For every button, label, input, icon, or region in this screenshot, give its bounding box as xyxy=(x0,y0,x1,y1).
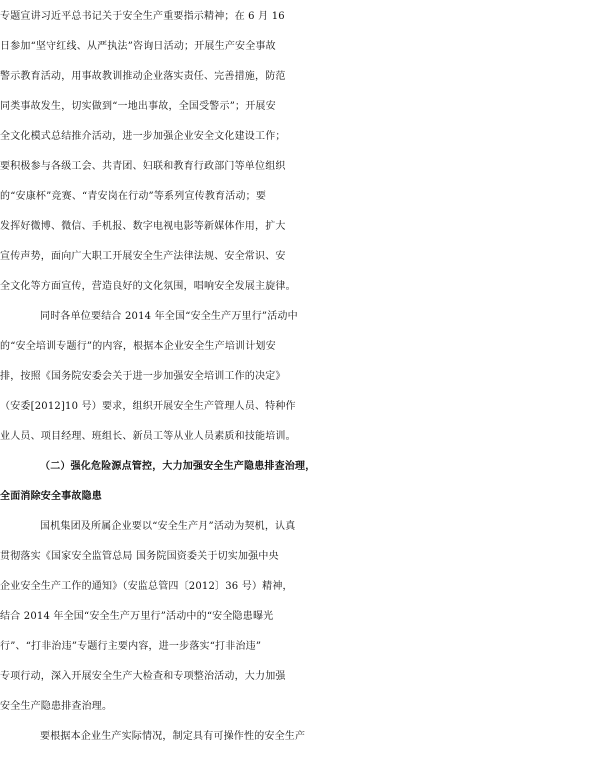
paragraph-1-line-4: 同类事故发生，切实做到“一地出事故，全国受警示”；开展安 xyxy=(0,101,276,112)
paragraph-1-line-6: 要积极参与各级工会、共青团、妇联和教育行政部门等单位组织 xyxy=(0,161,286,172)
paragraph-3-line-3: 企业安全生产工作的通知》（安监总管四〔2012〕36 号）精神， xyxy=(0,581,293,592)
paragraph-3-line-2: 贯彻落实《国家安全监管总局 国务院国资委关于切实加强中央 xyxy=(0,551,279,562)
paragraph-3-line-4: 结合 2014 年全国“安全生产万里行”活动中的“安全隐患曝光 xyxy=(0,611,274,622)
paragraph-1-line-2: 日参加“坚守红线、从严执法”咨询日活动；开展生产安全事故 xyxy=(0,41,276,52)
paragraph-2-line-5: 业人员、项目经理、班组长、新员工等从业人员素质和技能培训。 xyxy=(0,431,296,442)
paragraph-1-line-9: 宣传声势，面向广大职工开展安全生产法律法规、安全常识、安 xyxy=(0,251,286,262)
paragraph-1-line-1: 专题宣讲习近平总书记关于安全生产重要指示精神；在 6 月 16 xyxy=(0,11,285,22)
paragraph-4-line-1: 要根据本企业生产实际情况，制定具有可操作性的安全生产 xyxy=(40,731,306,742)
paragraph-2-line-3: 排，按照《国务院安委会关于进一步加强安全培训工作的决定》 xyxy=(0,371,286,382)
section-heading-line-2: 全面消除安全事故隐患 xyxy=(0,491,102,502)
paragraph-2-line-2: 的“安全培训专题行”的内容，根据本企业安全生产培训计划安 xyxy=(0,341,276,352)
paragraph-3-line-6: 专项行动，深入开展安全生产大检查和专项整治活动，大力加强 xyxy=(0,671,286,682)
paragraph-1-line-7: 的“安康杯”竞赛、“青安岗在行动”等系列宣传教育活动；要 xyxy=(0,191,267,202)
paragraph-1-line-3: 警示教育活动，用事故教训推动企业落实责任、完善措施，防范 xyxy=(0,71,286,82)
paragraph-1-line-8: 发挥好微博、微信、手机报、数字电视电影等新媒体作用，扩大 xyxy=(0,221,286,232)
paragraph-3-line-7: 安全生产隐患排查治理。 xyxy=(0,701,113,712)
paragraph-2-line-1: 同时各单位要结合 2014 年全国“安全生产万里行”活动中 xyxy=(40,311,298,322)
paragraph-2-line-4: （安委[2012]10 号）要求，组织开展安全生产管理人员、特种作 xyxy=(0,401,296,412)
paragraph-3-line-5: 行”、“打非治违”专题行主要内容，进一步落实“打非治违” xyxy=(0,641,262,652)
paragraph-1-line-10: 全文化等方面宣传，营造良好的文化氛围，唱响安全发展主旋律。 xyxy=(0,281,296,292)
section-heading-line-1: （二）强化危险源点管控，大力加强安全生产隐患排查治理， xyxy=(40,461,316,472)
paragraph-1-line-5: 全文化模式总结推介活动，进一步加强企业安全文化建设工作； xyxy=(0,131,286,142)
paragraph-3-line-1: 国机集团及所属企业要以“安全生产月”活动为契机，认真 xyxy=(40,521,296,532)
